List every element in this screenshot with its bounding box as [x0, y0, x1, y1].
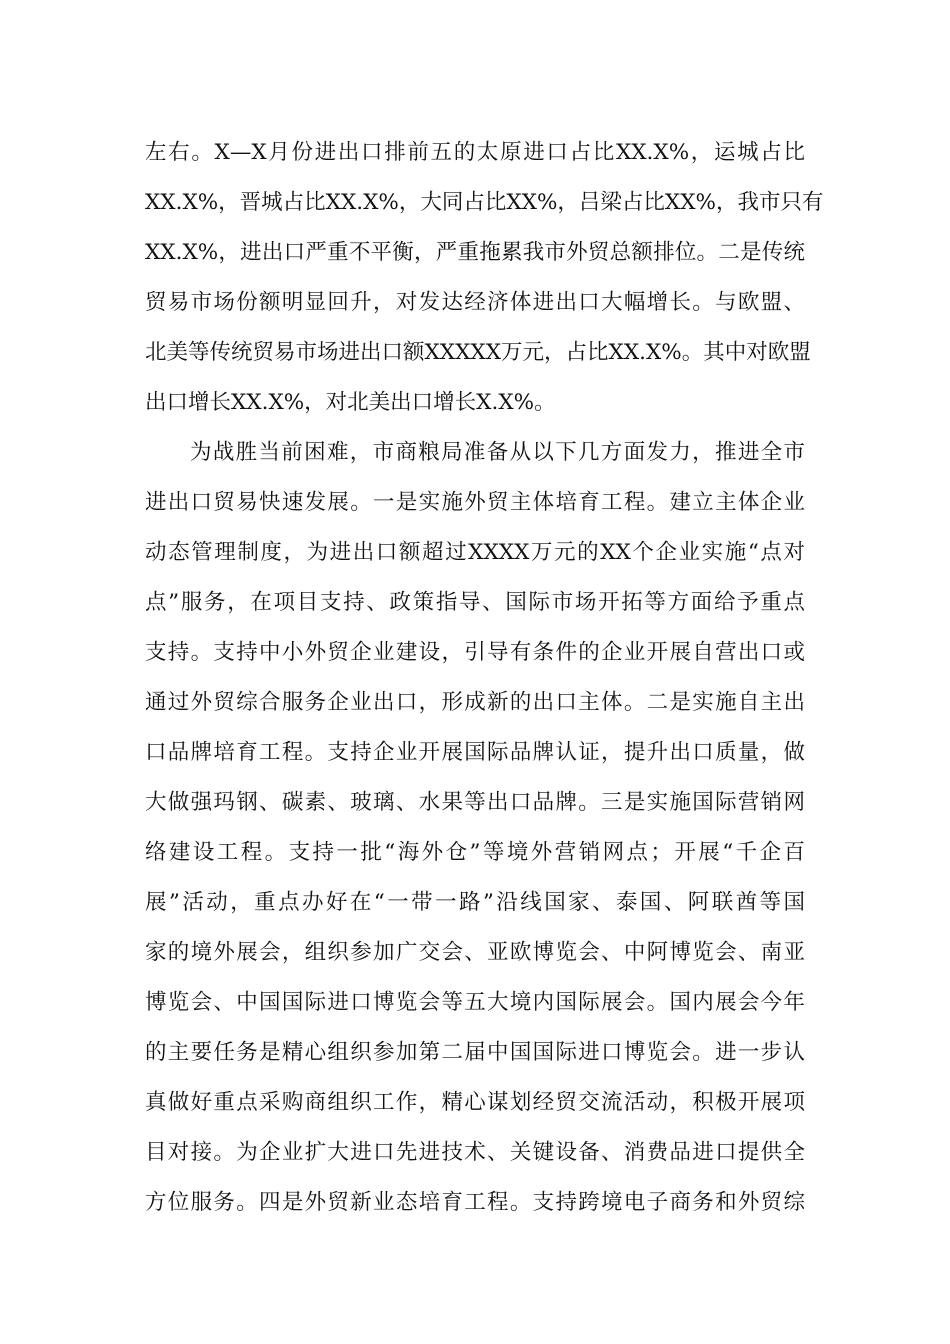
- text-line: 出口增长XX.X%，对北美出口增长X.X%。: [145, 390, 556, 415]
- text-line: 点”服务，在项目支持、政策指导、国际市场开拓等方面给予重点: [145, 590, 805, 615]
- text-line: XX.X%，晋城占比XX.X%，大同占比XX%，吕梁占比XX%，我市只有: [145, 190, 824, 215]
- text-line: 的主要任务是精心组织参加第二届中国国际进口博览会。进一步认: [145, 1040, 805, 1065]
- text-line: 目对接。为企业扩大进口先进技术、关键设备、消费品进口提供全: [145, 1140, 805, 1165]
- text-line: 方位服务。四是外贸新业态培育工程。支持跨境电子商务和外贸综: [145, 1190, 805, 1215]
- text-line: 络建设工程。支持一批“海外仓”等境外营销网点；开展“千企百: [145, 840, 805, 865]
- text-line: 口品牌培育工程。支持企业开展国际品牌认证，提升出口质量，做: [145, 740, 805, 765]
- text-line: 大做强玛钢、碳素、玻璃、水果等出口品牌。三是实施国际营销网: [145, 790, 805, 815]
- text-line: 展”活动，重点办好在“一带一路”沿线国家、泰国、阿联酋等国: [145, 890, 805, 915]
- text-line: XX.X%，进出口严重不平衡，严重拖累我市外贸总额排位。二是传统: [145, 240, 805, 265]
- text-line: 贸易市场份额明显回升，对发达经济体进出口大幅增长。与欧盟、: [145, 290, 805, 315]
- text-line: 进出口贸易快速发展。一是实施外贸主体培育工程。建立主体企业: [145, 490, 805, 515]
- text-line: 为战胜当前困难，市商粮局准备从以下几方面发力，推进全市: [190, 440, 805, 465]
- text-line: 北美等传统贸易市场进出口额XXXXX万元，占比XX.X%。其中对欧盟: [145, 340, 811, 365]
- text-line: 博览会、中国国际进口博览会等五大境内国际展会。国内展会今年: [145, 990, 805, 1015]
- text-line: 真做好重点采购商组织工作，精心谋划经贸交流活动，积极开展项: [145, 1090, 805, 1115]
- text-line: 左右。X—X月份进出口排前五的太原进口占比XX.X%，运城占比: [145, 140, 805, 165]
- text-line: 通过外贸综合服务企业出口，形成新的出口主体。二是实施自主出: [145, 690, 805, 715]
- text-line: 动态管理制度，为进出口额超过XXXX万元的XX个企业实施“点对: [145, 540, 805, 565]
- text-line: 家的境外展会，组织参加广交会、亚欧博览会、中阿博览会、南亚: [145, 940, 805, 965]
- text-line: 支持。支持中小外贸企业建设，引导有条件的企业开展自营出口或: [145, 640, 805, 665]
